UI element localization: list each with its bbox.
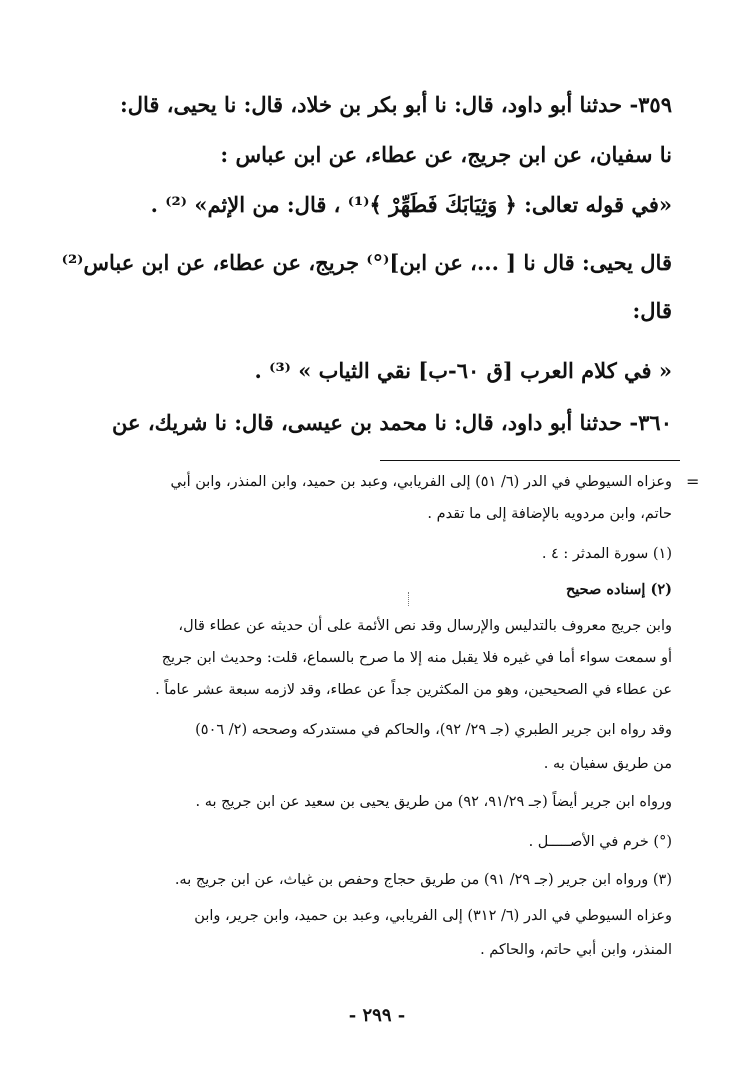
main-line-3: «في قوله تعالى: ﴿ وَثِيَابَكَ فَطَهِّرْ ﴾⁽¹⁾ ، قال: من الإثم» ⁽²⁾ .	[150, 192, 672, 217]
footnote-star: (°) خرم في الأصـــــل .	[528, 834, 672, 850]
main-line-4: قال يحيى: قال نا [ ...، عن ابن]⁽°⁾ جريج، عن عطاء، عن ابن عباس⁽²⁾	[61, 250, 672, 275]
footnote-2-line-1: وابن جريج معروف بالتدليس والإرسال وقد نص الأئمة على أن حديثه عن عطاء قال،	[178, 618, 672, 634]
scan-speck	[408, 592, 410, 606]
main-line-6: « في كلام العرب [ق ٦٠-ب] نقي الثياب » ⁽³⁾ .	[254, 358, 672, 383]
main-line-1: ٣٥٩- حدثنا أبو داود، قال: نا أبو بكر بن خلاد، قال: نا يحيى، قال:	[119, 92, 672, 117]
page-number: - ٢٩٩ -	[348, 1005, 406, 1026]
footnote-2-line-6: ورواه ابن جرير أيضاً (جـ ٩١/٢٩، ٩٢) من طريق يحيى بن سعيد عن ابن جريج به .	[195, 794, 672, 810]
footnote-2-line-5: من طريق سفيان به .	[543, 756, 672, 772]
footnote-2-line-4: وقد رواه ابن جرير الطبري (جـ ٢٩/ ٩٢)، والحاكم في مستدركه وصححه (٢/ ٥٠٦)	[195, 722, 672, 738]
main-line-2: نا سفيان، عن ابن جريج، عن عطاء، عن ابن عباس :	[220, 142, 672, 167]
footnote-intro-line-1: وعزاه السيوطي في الدر (٦/ ٥١) إلى الفريابي، وعبد بن حميد، وابن المنذر، وابن أبي	[170, 474, 672, 490]
footnote-2-line-2: أو سمعت سواء أما في غيره فلا يقبل منه إلا ما صرح بالسماع، قلت: وحديث ابن جريج	[161, 650, 672, 666]
main-line-5: قال:	[632, 298, 672, 323]
footnote-3-line-2: وعزاه السيوطي في الدر (٦/ ٣١٢) إلى الفريابي، وعبد بن حميد، وابن جرير، وابن	[194, 908, 672, 924]
footnote-divider	[380, 460, 680, 461]
footnote-1: (١) سورة المدثر : ٤ .	[541, 546, 672, 562]
footnote-3-line-1: (٣) ورواه ابن جرير (جـ ٢٩/ ٩١) من طريق حجاج وحفص بن غياث، عن ابن جريج به.	[174, 872, 672, 888]
footnote-2-heading: (٢) إسناده صحيح	[565, 581, 672, 598]
footnote-3-line-3: المنذر، وابن أبي حاتم، والحاكم .	[480, 942, 672, 958]
main-line-7: ٣٦٠- حدثنا أبو داود، قال: نا محمد بن عيسى، قال: نا شريك، عن	[112, 410, 672, 435]
continuation-mark: =	[686, 472, 700, 491]
footnote-2-line-3: عن عطاء في الصحيحين، وهو من المكثرين جداً عن عطاء، وقد لازمه سبعة عشر عاماً .	[155, 682, 672, 698]
footnote-intro-line-2: حاتم، وابن مردويه بالإضافة إلى ما تقدم .	[427, 506, 672, 522]
